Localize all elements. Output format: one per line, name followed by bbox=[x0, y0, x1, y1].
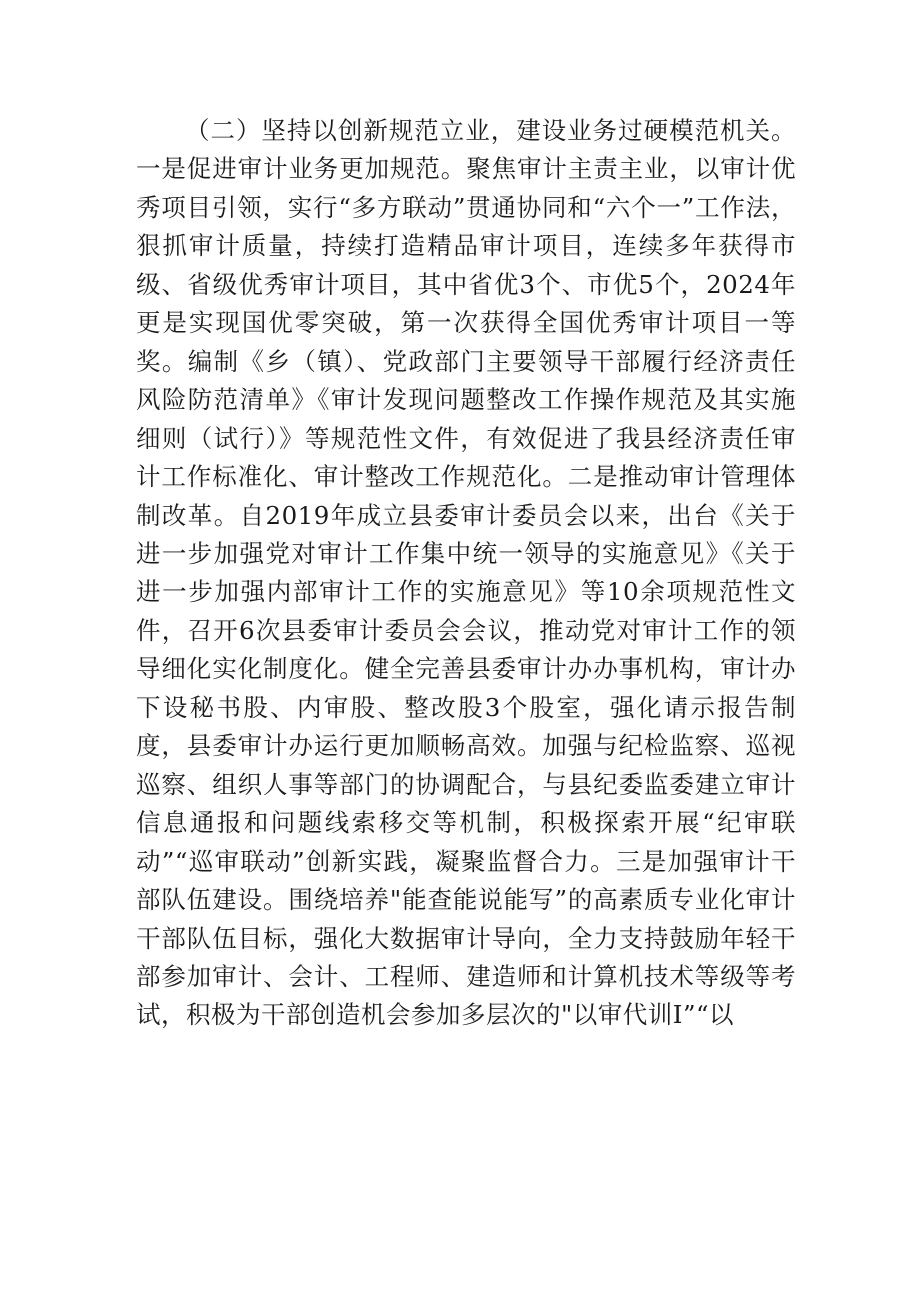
body-paragraph: （二）坚持以创新规范立业，建设业务过硬模范机关。一是促进审计业务更加规范。聚焦审计主责主业，以审计优秀项目引领，实行“多方联动”贯通协同和“六个一”工作法，狠抓审计质量，持续打造精品审计项目，连续多年获得市级、省级优秀审计项目，其中省优3个、市优5个，2024年更是实现国优零突破，第一次获得全国优秀审计项目一等奖。编制《乡（镇）、党政部门主要领导干部履行经济责任风险防范清单》《审计发现问题整改工作操作规范及其实施细则（试行）》等规范性文件，有效促进了我县经济责任审计工作标准化、审计整改工作规范化。二是推动审计管理体制改革。自2019年成立县委审计委员会以来，出台《关于进一步加强党对审计工作集中统一领导的实施意见》《关于进一步加强内部审计工作的实施意见》等10余项规范性文件，召开6次县委审计委员会会议，推动党对审计工作的领导细化实化制度化。健全完善县委审计办办事机构，审计办下设秘书股、内审股、整改股3个股室，强化请示报告制度，县委审计办运行更加顺畅高效。加强与纪检监察、巡视巡察、组织人事等部门的协调配合，与县纪委监委建立审计信息通报和问题线索移交等机制，积极探索开展“纪审联动”“巡审联动”创新实践，凝聚监督合力。三是加强审计干部队伍建设。围绕培养"能查能说能写”的高素质专业化审计干部队伍目标，强化大数据审计导向，全力支持鼓励年轻干部参加审计、会计、工程师、建造师和计算机技术等级等考试，积极为干部创造机会参加多层次的"以审代训I”“以 bbox=[136, 116, 796, 1030]
